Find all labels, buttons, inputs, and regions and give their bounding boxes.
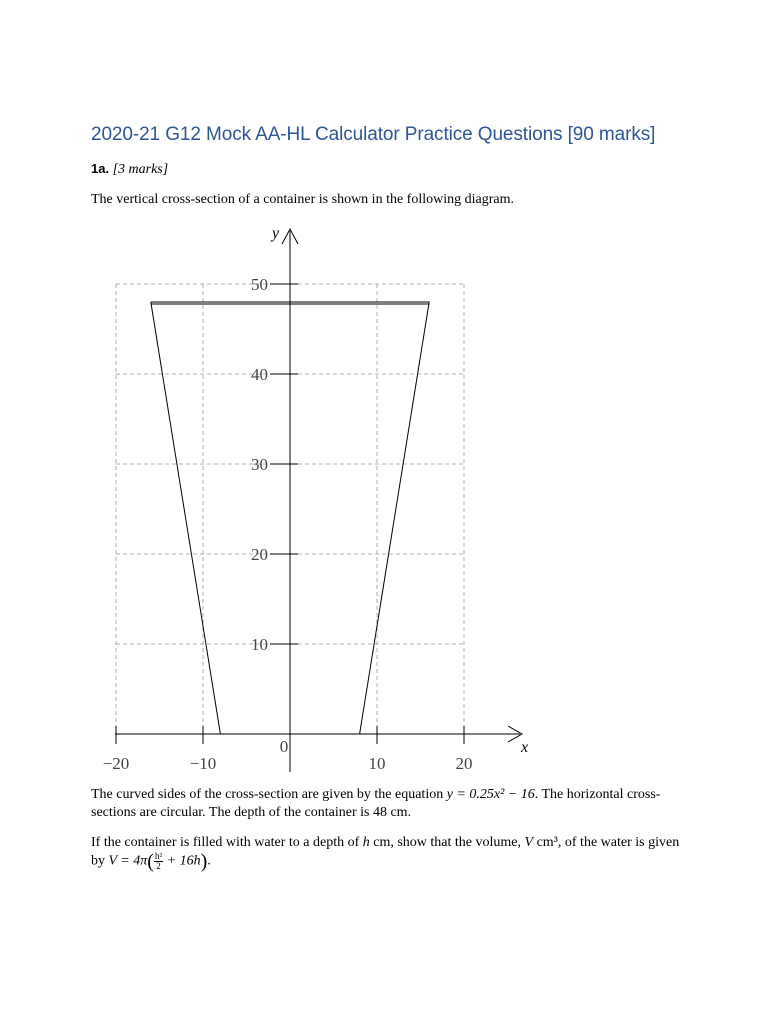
x-tick-label: −20 bbox=[102, 754, 130, 773]
equation: y = 0.25x² − 16 bbox=[446, 787, 535, 802]
fraction: $\frac{\text{h²}}{2}$ bbox=[154, 851, 163, 871]
y-tick-label: 50 bbox=[251, 275, 268, 294]
x-axis-label: x bbox=[521, 739, 529, 756]
y-axis-label: y bbox=[272, 225, 280, 242]
question-marks: [3 marks] bbox=[112, 162, 169, 177]
x-tick-label: −10 bbox=[189, 754, 217, 773]
y-tick-label: 30 bbox=[251, 455, 268, 474]
intro-text: The vertical cross-section of a container is shown in the following diagram. bbox=[91, 192, 514, 207]
x-tick-label: 0 bbox=[279, 737, 289, 756]
question-number: 1a. bbox=[91, 161, 110, 176]
axes bbox=[115, 229, 522, 772]
paragraph-equation: The curved sides of the cross-section are given by the equation y = 0.25x² − 16. The horizontal cross-sections are circular. The depth of the container is 48 cm. bbox=[91, 787, 661, 820]
y-tick-label: 20 bbox=[251, 545, 268, 564]
paragraph-volume: If the container is filled with water to a depth of h cm, show that the volume, V cm³, of the water is given by V = 4π( $\frac{\text{h²}}{2}$ + 16h). bbox=[91, 835, 680, 873]
y-tick-label: 40 bbox=[251, 365, 268, 384]
volume-formula-lhs: V = 4π bbox=[108, 853, 148, 869]
document-title: 2020-21 G12 Mock AA-HL Calculator Practice Questions [90 marks] bbox=[91, 124, 656, 145]
x-tick-label: 10 bbox=[368, 754, 386, 773]
x-tick-label: 20 bbox=[455, 754, 473, 773]
y-tick-label: 10 bbox=[251, 635, 268, 654]
